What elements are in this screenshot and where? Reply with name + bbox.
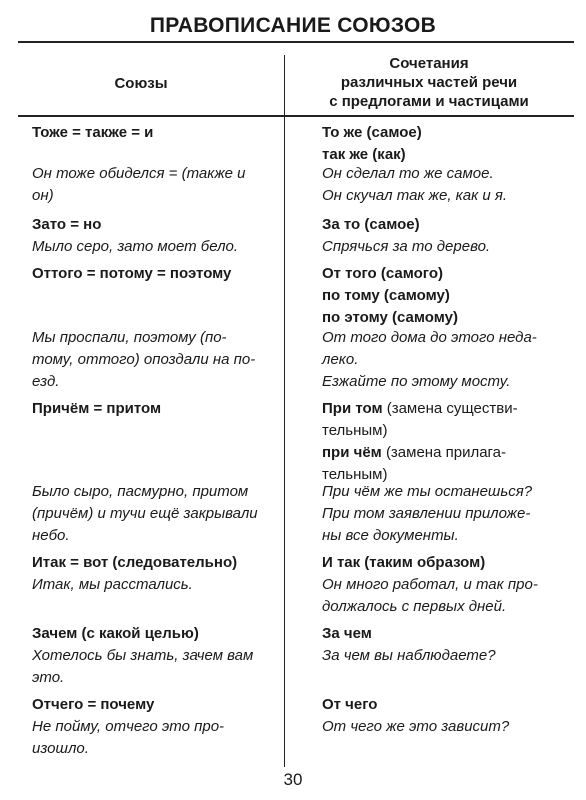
phrase-to-zhe	[322, 122, 562, 166]
phrase-ot-togo	[322, 263, 562, 329]
text-line	[322, 442, 562, 464]
text-line: За чем	[322, 625, 372, 642]
text-line: Он скучал так же, как и я.	[322, 187, 508, 204]
text-line: И так (таким образом)	[322, 554, 486, 571]
text-line: по тому (самому)	[322, 287, 450, 304]
page-number: 30	[283, 770, 303, 789]
example-prichyom	[32, 481, 276, 547]
text-line: Оттого = потому = поэтому	[32, 265, 232, 282]
text-line: тому, оттого) опоздали на по-	[32, 351, 256, 368]
top-rule	[18, 41, 574, 43]
text-line: Спрячься за то дерево.	[322, 238, 491, 255]
text-line: Он сделал то же самое.	[322, 165, 494, 182]
usage-note: (замена прилага-	[385, 444, 507, 461]
text-line: ны все документы.	[322, 527, 459, 544]
text-line: Зато = но	[32, 216, 102, 233]
example-i-tak	[322, 574, 562, 618]
phrase-i-tak	[322, 552, 562, 574]
example-zato	[32, 236, 276, 258]
text-line: Зачем (с какой целью)	[32, 625, 199, 642]
conjunction-itak	[32, 552, 276, 574]
example-ottogo	[32, 327, 276, 393]
column-divider	[284, 55, 285, 767]
conjunction-prichyom	[32, 398, 276, 420]
phrase: при чём	[322, 444, 382, 461]
example-pri-tom	[322, 481, 562, 547]
text-line: При том заявлении приложе-	[322, 505, 531, 522]
conjunction-otchego	[32, 694, 276, 716]
usage-note: тельным)	[322, 466, 388, 483]
example-ot-chego	[322, 716, 562, 738]
phrase-ot-chego	[322, 694, 562, 716]
text-line: Мыло серо, зато моет бело.	[32, 238, 239, 255]
text-line: То же (самое)	[322, 124, 422, 141]
phrase-za-to	[322, 214, 562, 236]
text-line: Он много работал, и так про-	[322, 576, 538, 593]
phrase-za-chem	[322, 623, 562, 645]
text-line: Было сыро, пасмурно, притом	[32, 483, 249, 500]
right-column-header	[286, 54, 572, 111]
conjunction-zachem	[32, 623, 276, 645]
text-line: он)	[32, 187, 54, 204]
text-line: За чем вы наблюдаете?	[322, 647, 496, 664]
left-column-header: Союзы	[114, 75, 168, 92]
text-line: Хотелось бы знать, зачем вам	[32, 647, 254, 664]
text-line: Итак, мы расстались.	[32, 576, 193, 593]
text-line: При чём же ты останешься?	[322, 483, 533, 500]
text-line: по этому (самому)	[322, 309, 458, 326]
text-line: Он тоже обиделся = (также и	[32, 165, 246, 182]
text-line: Не пойму, отчего это про-	[32, 718, 225, 735]
text-line: Мы проспали, поэтому (по-	[32, 329, 227, 346]
text-line: должалось с первых дней.	[322, 598, 507, 615]
text-line: Причём = притом	[32, 400, 162, 417]
text-line	[322, 398, 562, 420]
text-line: Тоже = также = и	[32, 124, 154, 141]
text-line: От чего же это зависит?	[322, 718, 510, 735]
text-line: так же (как)	[322, 146, 406, 163]
phrase-pri-tom	[322, 398, 562, 486]
phrase: При том	[322, 400, 383, 417]
text-line: езд.	[32, 373, 60, 390]
usage-note: (замена существи-	[386, 400, 518, 417]
text-line: изошло.	[32, 740, 89, 757]
text-line: От того дома до этого неда-	[322, 329, 537, 346]
example-ot-togo	[322, 327, 562, 393]
example-za-to	[322, 236, 562, 258]
conjunction-zato	[32, 214, 276, 236]
text-line: (причём) и тучи ещё закрывали	[32, 505, 258, 522]
example-to-zhe	[322, 163, 562, 207]
text-line: Итак = вот (следовательно)	[32, 554, 238, 571]
text-line: За то (самое)	[322, 216, 420, 233]
text-line: леко.	[322, 351, 359, 368]
conjunction-tozhe	[32, 122, 276, 144]
text-line: небо.	[32, 527, 70, 544]
example-za-chem	[322, 645, 562, 667]
usage-note: тельным)	[322, 422, 388, 439]
right-header-line: с предлогами и частицами	[329, 93, 529, 110]
text-line: Отчего = почему	[32, 696, 155, 713]
conjunction-ottogo	[32, 263, 276, 285]
example-otchego	[32, 716, 276, 760]
text-line: Езжайте по этому мосту.	[322, 373, 511, 390]
example-zachem	[32, 645, 276, 689]
text-line: От чего	[322, 696, 378, 713]
text-line: От того (самого)	[322, 265, 444, 282]
right-header-line: Сочетания	[389, 55, 469, 72]
text-line: это.	[32, 669, 65, 686]
example-itak	[32, 574, 276, 596]
header-rule	[18, 115, 574, 117]
page-title: ПРАВОПИСАНИЕ СОЮЗОВ	[149, 14, 437, 37]
example-tozhe	[32, 163, 276, 207]
right-header-line: различных частей речи	[340, 74, 518, 91]
